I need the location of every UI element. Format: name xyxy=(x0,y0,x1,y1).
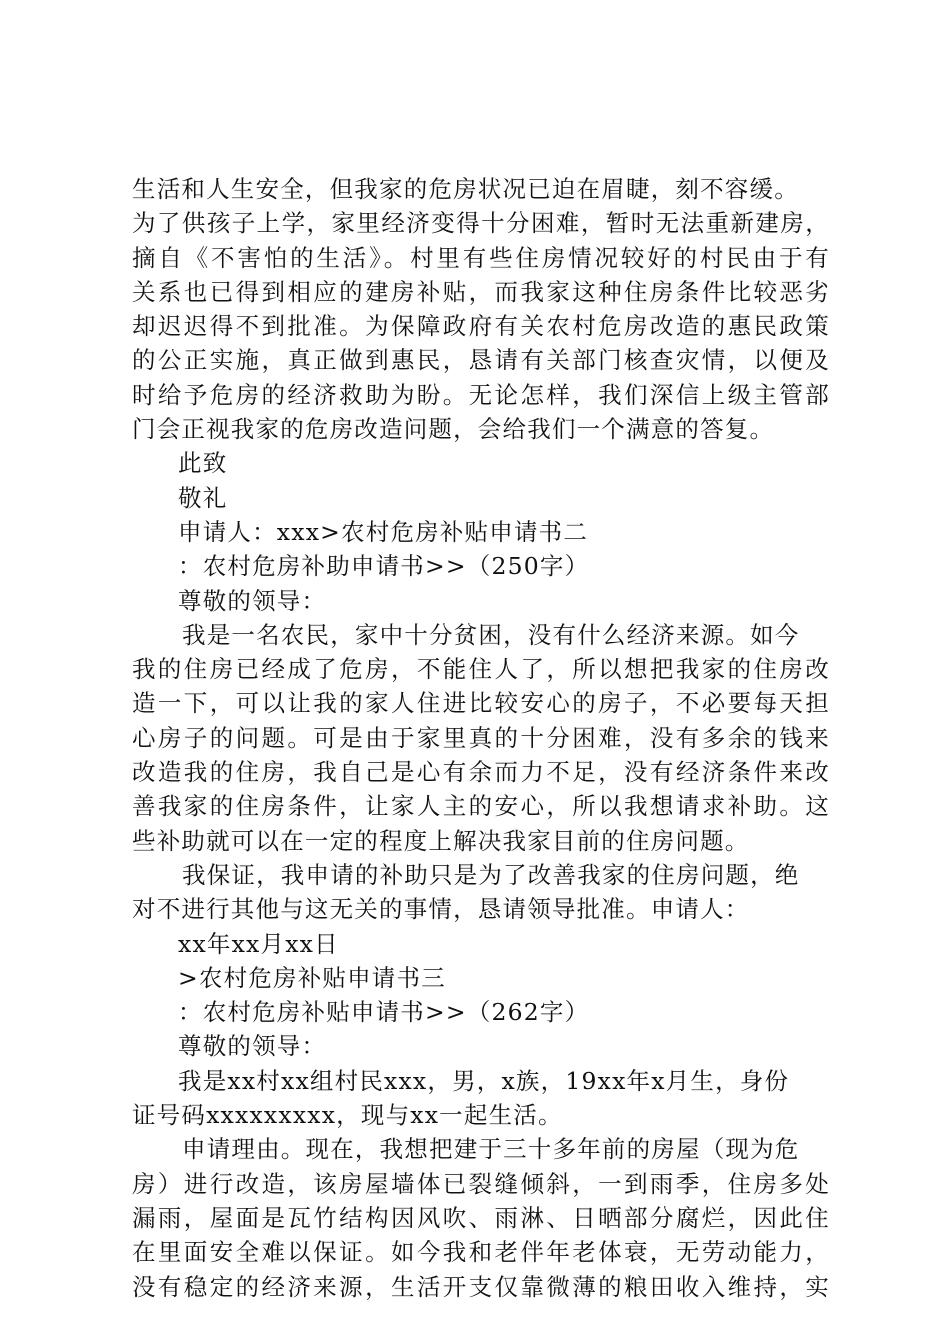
text-line: 的公正实施，真正做到惠民，恳请有关部门核查灾情，以便及 xyxy=(132,346,830,375)
text-line: 申请人：xxx>农村危房补贴申请书二 xyxy=(178,517,589,546)
text-line: 些补助就可以在一定的程度上解决我家目前的住房问题。 xyxy=(132,826,750,855)
text-line: 尊敬的领导： xyxy=(178,586,327,615)
text-line: ：农村危房补助申请书>>（250字） xyxy=(178,552,590,581)
document-body xyxy=(132,172,832,1304)
text-line: ：农村危房补贴申请书>>（262字） xyxy=(178,998,590,1027)
text-line: 摘自《不害怕的生活》。村里有些住房情况较好的村民由于有 xyxy=(132,243,830,272)
text-line: 申请理由。现在，我想把建于三十多年前的房屋（现为危 xyxy=(182,1135,800,1164)
text-line: 对不进行其他与这无关的事情，恳请领导批准。申请人： xyxy=(132,895,750,924)
text-line: 敬礼 xyxy=(178,483,228,512)
text-line: 没有稳定的经济来源，生活开支仅靠微薄的粮田收入维持，实 xyxy=(132,1272,830,1301)
text-line: 善我家的住房条件，让家人主的安心，所以我想请求补助。这 xyxy=(132,792,830,821)
text-line: 此致 xyxy=(178,449,228,478)
text-line: 房）进行改造，该房屋墙体已裂缝倾斜，一到雨季，住房多处 xyxy=(132,1169,830,1198)
text-line: 在里面安全难以保证。如今我和老伴年老体衰，无劳动能力， xyxy=(132,1238,830,1267)
text-line: 门会正视我家的危房改造问题，会给我们一个满意的答复。 xyxy=(132,415,775,444)
text-line: 却迟迟得不到批准。为保障政府有关农村危房改造的惠民政策 xyxy=(132,312,830,341)
text-line: 心房子的问题。可是由于家里真的十分困难，没有多余的钱来 xyxy=(132,723,830,752)
text-line: 证号码xxxxxxxxx，现与xx一起生活。 xyxy=(132,1101,563,1130)
text-line: xx年xx月xx日 xyxy=(178,929,339,958)
text-line: 造一下，可以让我的家人住进比较安心的房子，不必要每天担 xyxy=(132,689,830,718)
text-line: 我保证，我申请的补助只是为了改善我家的住房问题，绝 xyxy=(182,860,800,889)
text-line: 生活和人生安全，但我家的危房状况已迫在眉睫，刻不容缓。 xyxy=(132,175,799,203)
text-line: 漏雨，屋面是瓦竹结构因风吹、雨淋、日晒部分腐烂，因此住 xyxy=(132,1203,830,1232)
text-line: 改造我的住房，我自己是心有余而力不足，没有经济条件来改 xyxy=(132,758,830,787)
text-line: 我的住房已经成了危房，不能住人了，所以想把我家的住房改 xyxy=(132,655,830,684)
text-line: 我是一名农民，家中十分贫困，没有什么经济来源。如今 xyxy=(182,620,800,649)
text-line: 时给予危房的经济救助为盼。无论怎样，我们深信上级主管部 xyxy=(132,380,830,409)
text-line: 我是xx村xx组村民xxx，男，x族，19xx年x月生，身份 xyxy=(178,1066,790,1095)
text-line: >农村危房补贴申请书三 xyxy=(178,963,446,992)
text-line: 尊敬的领导： xyxy=(178,1032,327,1061)
text-line: 关系也已得到相应的建房补贴，而我家这种住房条件比较恶劣 xyxy=(132,277,830,306)
text-line: 为了供孩子上学，家里经济变得十分困难，暂时无法重新建房， xyxy=(132,209,830,238)
